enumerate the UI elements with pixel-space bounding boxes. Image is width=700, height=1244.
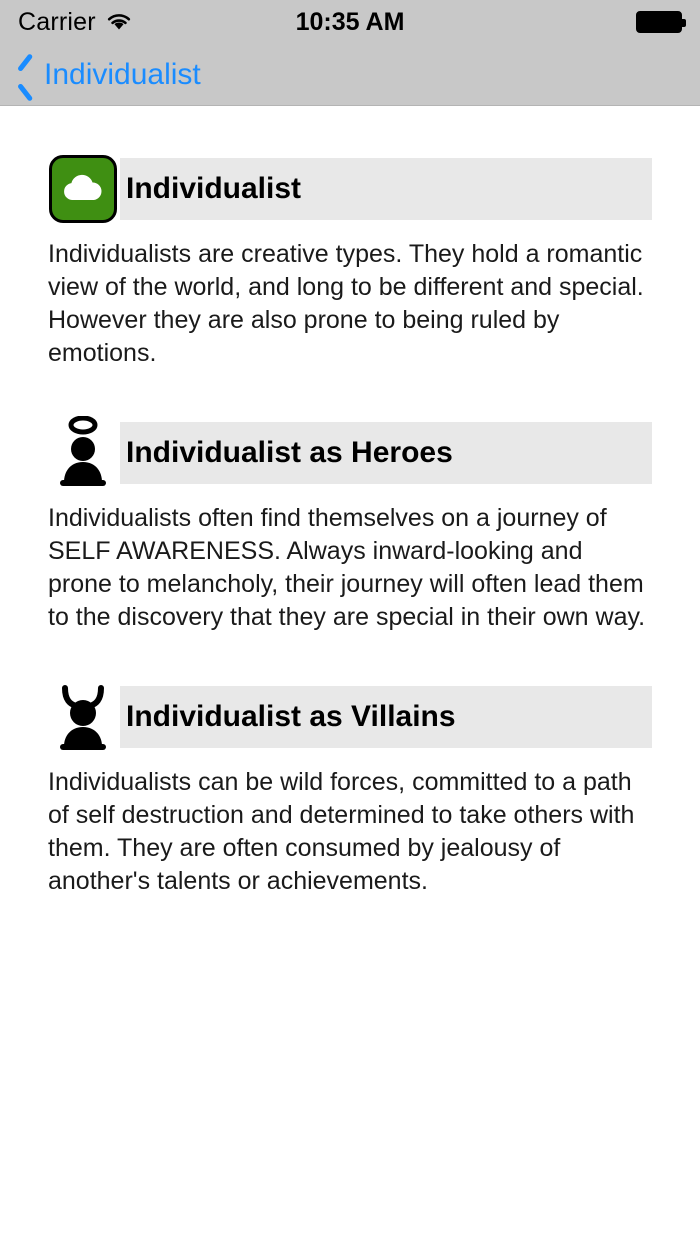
status-bar — [0, 0, 700, 44]
cloud-badge-icon — [48, 154, 118, 224]
section-title: Individualist as Villains — [126, 700, 456, 733]
section-header — [48, 158, 652, 220]
hero-halo-figure-icon — [48, 418, 118, 488]
chevron-left-icon — [16, 58, 38, 92]
navigation-bar — [0, 44, 700, 106]
status-time: 10:35 AM — [295, 7, 405, 36]
section-body: Individualists are creative types. They hold a romantic view of the world, and long to be different and special. However they are also prone to being ruled by emotions. — [48, 240, 644, 367]
back-button[interactable] — [16, 58, 201, 92]
back-button-label: Individualist — [44, 57, 201, 91]
section-individualist-as-heroes — [0, 422, 700, 634]
section-title: Individualist as Heroes — [126, 436, 453, 469]
status-bar-right — [636, 11, 682, 33]
section-individualist-as-villains — [0, 686, 700, 898]
villain-horns-figure-icon — [48, 682, 118, 752]
wifi-icon — [106, 12, 132, 32]
section-body: Individualists can be wild forces, committed to a path of self destruction and determined to take others with them. They are often consumed by jealousy of another's talents or achievements. — [48, 768, 635, 895]
battery-full-icon — [636, 11, 682, 33]
section-body: Individualists often find themselves on a journey of SELF AWARENESS. Always inward-looking and prone to melancholy, their journey will often lead them to the discovery that they are special in their own way. — [48, 504, 646, 631]
section-header — [48, 686, 652, 748]
content-area — [0, 106, 700, 898]
carrier-label: Carrier — [18, 7, 96, 36]
section-title: Individualist — [126, 172, 302, 205]
status-bar-left — [18, 8, 132, 37]
section-header — [48, 422, 652, 484]
section-individualist — [0, 158, 700, 370]
